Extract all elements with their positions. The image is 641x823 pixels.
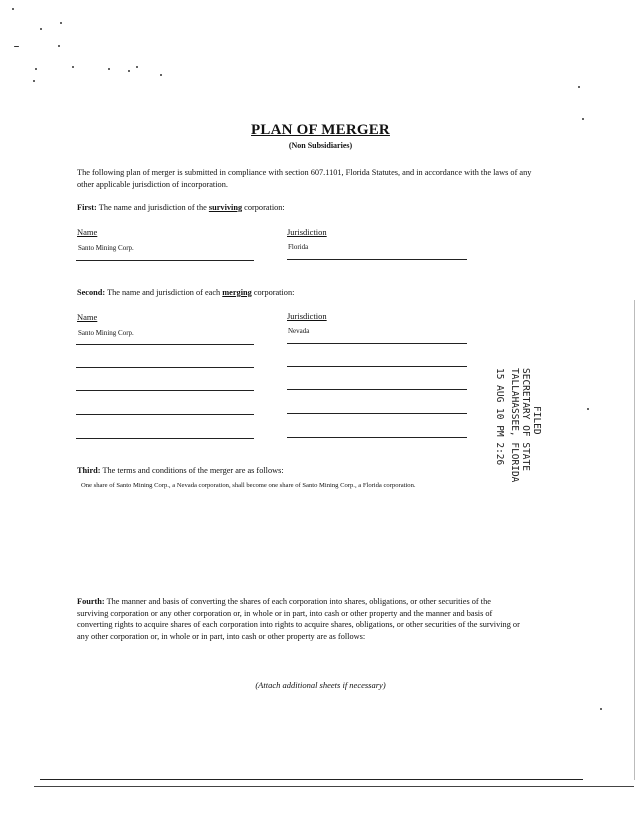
first-section-heading <box>77 202 477 214</box>
fourth-section <box>77 596 521 643</box>
scan-speck <box>60 22 62 24</box>
scan-speck <box>587 408 589 410</box>
scan-edge-line <box>634 300 635 780</box>
third-section-heading <box>77 465 477 477</box>
filing-stamp <box>486 368 544 493</box>
first-name-header: Name <box>77 227 98 237</box>
first-text-before: The name and jurisdiction of the <box>98 203 207 212</box>
scan-speck <box>35 68 37 70</box>
stamp-line-datetime: 15 AUG 10 PM 2:26 <box>494 368 505 466</box>
scan-speck <box>12 8 14 10</box>
attach-note: (Attach additional sheets if necessary) <box>255 680 386 690</box>
second-name-value: Santo Mining Corp. <box>78 329 134 337</box>
blank-jurisdiction-line <box>287 389 467 390</box>
second-jurisdiction-header: Jurisdiction <box>287 311 327 321</box>
scan-speck <box>136 66 138 68</box>
first-jurisdiction-header: Jurisdiction <box>287 227 327 237</box>
fourth-text: The manner and basis of converting the shares of each corporation into shares, obligations, or other securities of the surviving corporation or any other corporation or, in whole or in part, into cash or other property and the manner and basis of converting rights to acquire shares of each corporation into rights to acquire shares, obligations, or other securities of the surviving or any other corporation or, in whole or in part, into cash or other property are as follows: <box>77 597 520 642</box>
intro-paragraph: The following plan of merger is submitted in compliance with section 607.1101, Florida Statutes, and in accordance with the laws of any other applicable jurisdiction of incorporation. <box>77 168 532 189</box>
scan-speck <box>582 118 584 120</box>
blank-jurisdiction-line <box>287 366 467 367</box>
second-section-heading <box>77 287 477 299</box>
first-label: First: <box>77 203 97 212</box>
third-terms: One share of Santo Mining Corp., a Nevada corporation, shall become one share of Santo Mining Corp., a Florida corporation. <box>81 482 416 489</box>
stamp-line-secretary: SECRETARY OF STATE <box>520 368 531 471</box>
blank-name-line <box>76 390 254 391</box>
first-name-line <box>76 260 254 261</box>
second-name-header: Name <box>77 312 98 322</box>
scan-speck <box>58 45 60 47</box>
scan-speck <box>14 46 19 47</box>
first-keyword: surviving <box>208 203 243 212</box>
bottom-rule-lower <box>34 786 634 787</box>
first-jurisdiction-value: Florida <box>288 243 309 251</box>
blank-jurisdiction-line <box>287 413 467 414</box>
page-subtitle: (Non Subsidiaries) <box>288 141 353 150</box>
first-text-after: corporation: <box>244 203 285 212</box>
second-name-line <box>76 344 254 345</box>
scan-speck <box>72 66 74 68</box>
second-jurisdiction-value: Nevada <box>288 327 310 335</box>
fourth-label: Fourth: <box>77 597 105 606</box>
bottom-rule-upper <box>40 779 583 780</box>
blank-name-line <box>76 438 254 439</box>
scan-speck <box>40 28 42 30</box>
second-text-after: corporation: <box>253 288 295 297</box>
third-text: The terms and conditions of the merger are as follows: <box>102 466 284 475</box>
filing-stamp-text <box>494 368 542 493</box>
scan-speck <box>108 68 110 70</box>
blank-jurisdiction-line <box>287 437 467 438</box>
stamp-line-filed: FILED <box>531 406 542 435</box>
second-label: Second: <box>77 288 106 297</box>
scan-speck <box>578 86 580 88</box>
scan-speck <box>160 74 162 76</box>
third-label: Third: <box>77 466 101 475</box>
second-jurisdiction-line <box>287 343 467 344</box>
second-keyword: merging <box>222 288 252 297</box>
first-name-value: Santo Mining Corp. <box>78 244 134 252</box>
scan-speck <box>600 708 602 710</box>
page-title: PLAN OF MERGER <box>251 122 390 138</box>
first-jurisdiction-line <box>287 259 467 260</box>
scan-speck <box>33 80 35 82</box>
second-text-before: The name and jurisdiction of each <box>107 288 221 297</box>
stamp-line-tallahassee: TALLAHASSEE, FLORIDA <box>509 368 520 483</box>
blank-name-line <box>76 414 254 415</box>
scan-speck <box>128 70 130 72</box>
blank-name-line <box>76 367 254 368</box>
